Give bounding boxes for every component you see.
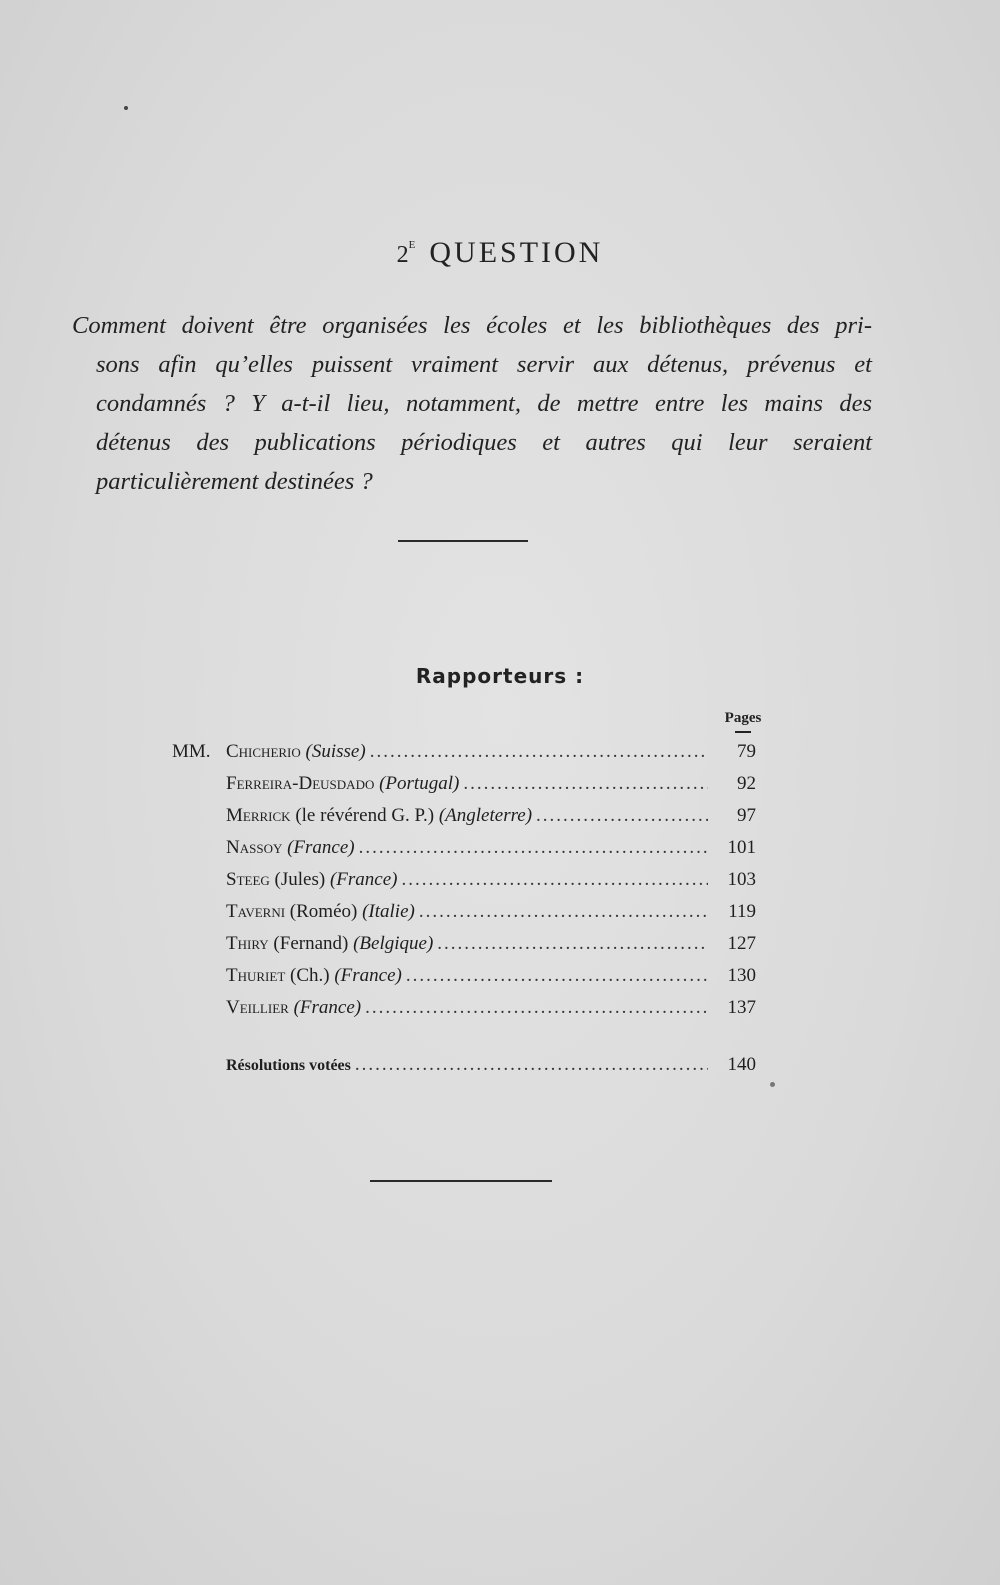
question-line: particulièrement destinées ? xyxy=(96,468,373,495)
ink-speck xyxy=(770,1082,775,1087)
toc-row xyxy=(226,997,756,1025)
toc-row-resolutions xyxy=(226,1054,756,1082)
toc-entry xyxy=(226,997,361,1019)
toc-row xyxy=(226,869,756,897)
toc-entry xyxy=(226,901,415,923)
question-line: condamnés ? Y a-t-il lieu, notamment, de mettre entre les mains des xyxy=(96,390,872,417)
pages-column-header xyxy=(718,710,768,733)
question-heading xyxy=(0,236,1000,270)
toc-entry xyxy=(226,837,355,859)
dot-leader xyxy=(437,933,708,955)
toc-entry xyxy=(226,741,366,763)
toc-row xyxy=(226,741,756,769)
toc-row xyxy=(226,773,756,801)
rapporteurs-prefix: MM. xyxy=(172,741,211,762)
dot-leader xyxy=(359,837,708,859)
rapporteur-country: (Suisse) xyxy=(305,741,366,762)
question-text xyxy=(72,306,872,501)
rapporteur-country: (Belgique) xyxy=(353,933,434,954)
rapporteur-country: (France) xyxy=(329,869,398,890)
ink-speck xyxy=(124,106,128,110)
rapporteur-detail: (Ch.) xyxy=(285,965,335,986)
dot-leader xyxy=(365,997,708,1019)
question-line: sons afin qu’elles puissent vraiment servir aux détenus, prévenus et xyxy=(96,351,872,378)
toc-entry xyxy=(226,805,532,827)
rapporteur-name: Taverni xyxy=(226,901,286,922)
question-number: 2 xyxy=(396,242,409,268)
toc-row xyxy=(226,901,756,929)
question-line: Comment doivent être organisées les écoles et les bibliothèques des pri- xyxy=(72,312,872,339)
rapporteur-name: Thiry xyxy=(226,933,269,954)
dot-leader xyxy=(536,805,708,827)
toc-row xyxy=(226,805,756,833)
page-number: 140 xyxy=(727,1054,756,1075)
dot-leader xyxy=(401,869,708,891)
page-number: 137 xyxy=(727,997,756,1018)
dot-leader xyxy=(463,773,708,795)
rapporteur-name: Steeg xyxy=(226,869,270,890)
toc-entry xyxy=(226,965,402,987)
rapporteur-name: Merrick xyxy=(226,805,291,826)
toc-entry xyxy=(226,773,459,795)
dot-leader xyxy=(370,741,708,763)
pages-header-label: Pages xyxy=(724,710,762,726)
rapporteur-country: (France) xyxy=(293,997,362,1018)
question-line: détenus des publications périodiques et autres qui leur seraient xyxy=(96,429,872,456)
dot-leader xyxy=(419,901,708,923)
rapporteur-name: Veillier xyxy=(226,997,289,1018)
rapporteur-country: (Portugal) xyxy=(379,773,460,794)
toc-entry xyxy=(226,869,397,891)
page-number: 101 xyxy=(727,837,756,858)
rapporteur-name: Chicherio xyxy=(226,741,301,762)
closing-rule xyxy=(370,1180,552,1182)
rapporteur-detail: (Jules) xyxy=(269,869,330,890)
toc-row xyxy=(226,837,756,865)
page-number: 92 xyxy=(737,773,756,794)
question-heading-title: QUESTION xyxy=(429,236,604,269)
separator-rule xyxy=(398,540,528,542)
rapporteur-country: (Angleterre) xyxy=(438,805,533,826)
rapporteur-detail: (le révérend G. P.) xyxy=(290,805,439,826)
toc-row xyxy=(226,933,756,961)
rapporteur-name: Thuriet xyxy=(226,965,286,986)
page-number: 127 xyxy=(727,933,756,954)
page-number: 119 xyxy=(728,901,756,922)
dot-leader xyxy=(355,1054,708,1076)
resolutions-label: Résolutions votées xyxy=(226,1057,351,1074)
rapporteurs-title: Rapporteurs : xyxy=(415,664,585,688)
page-number: 79 xyxy=(737,741,756,762)
dot-leader xyxy=(406,965,708,987)
rapporteur-country: (France) xyxy=(334,965,402,986)
pages-header-dash xyxy=(735,731,751,733)
page-number: 130 xyxy=(727,965,756,986)
page-number: 97 xyxy=(737,805,756,826)
toc-entry xyxy=(226,933,433,955)
toc-row xyxy=(226,965,756,993)
rapporteur-detail: (Fernand) xyxy=(268,933,354,954)
question-number-superscript: E xyxy=(408,239,416,251)
page-number: 103 xyxy=(727,869,756,890)
rapporteur-detail: (Roméo) xyxy=(285,901,363,922)
rapporteur-country: (France) xyxy=(287,837,355,858)
rapporteur-name: Ferreira-Deusdado xyxy=(226,773,375,794)
rapporteur-name: Nassoy xyxy=(226,837,283,858)
rapporteur-country: (Italie) xyxy=(362,901,415,922)
